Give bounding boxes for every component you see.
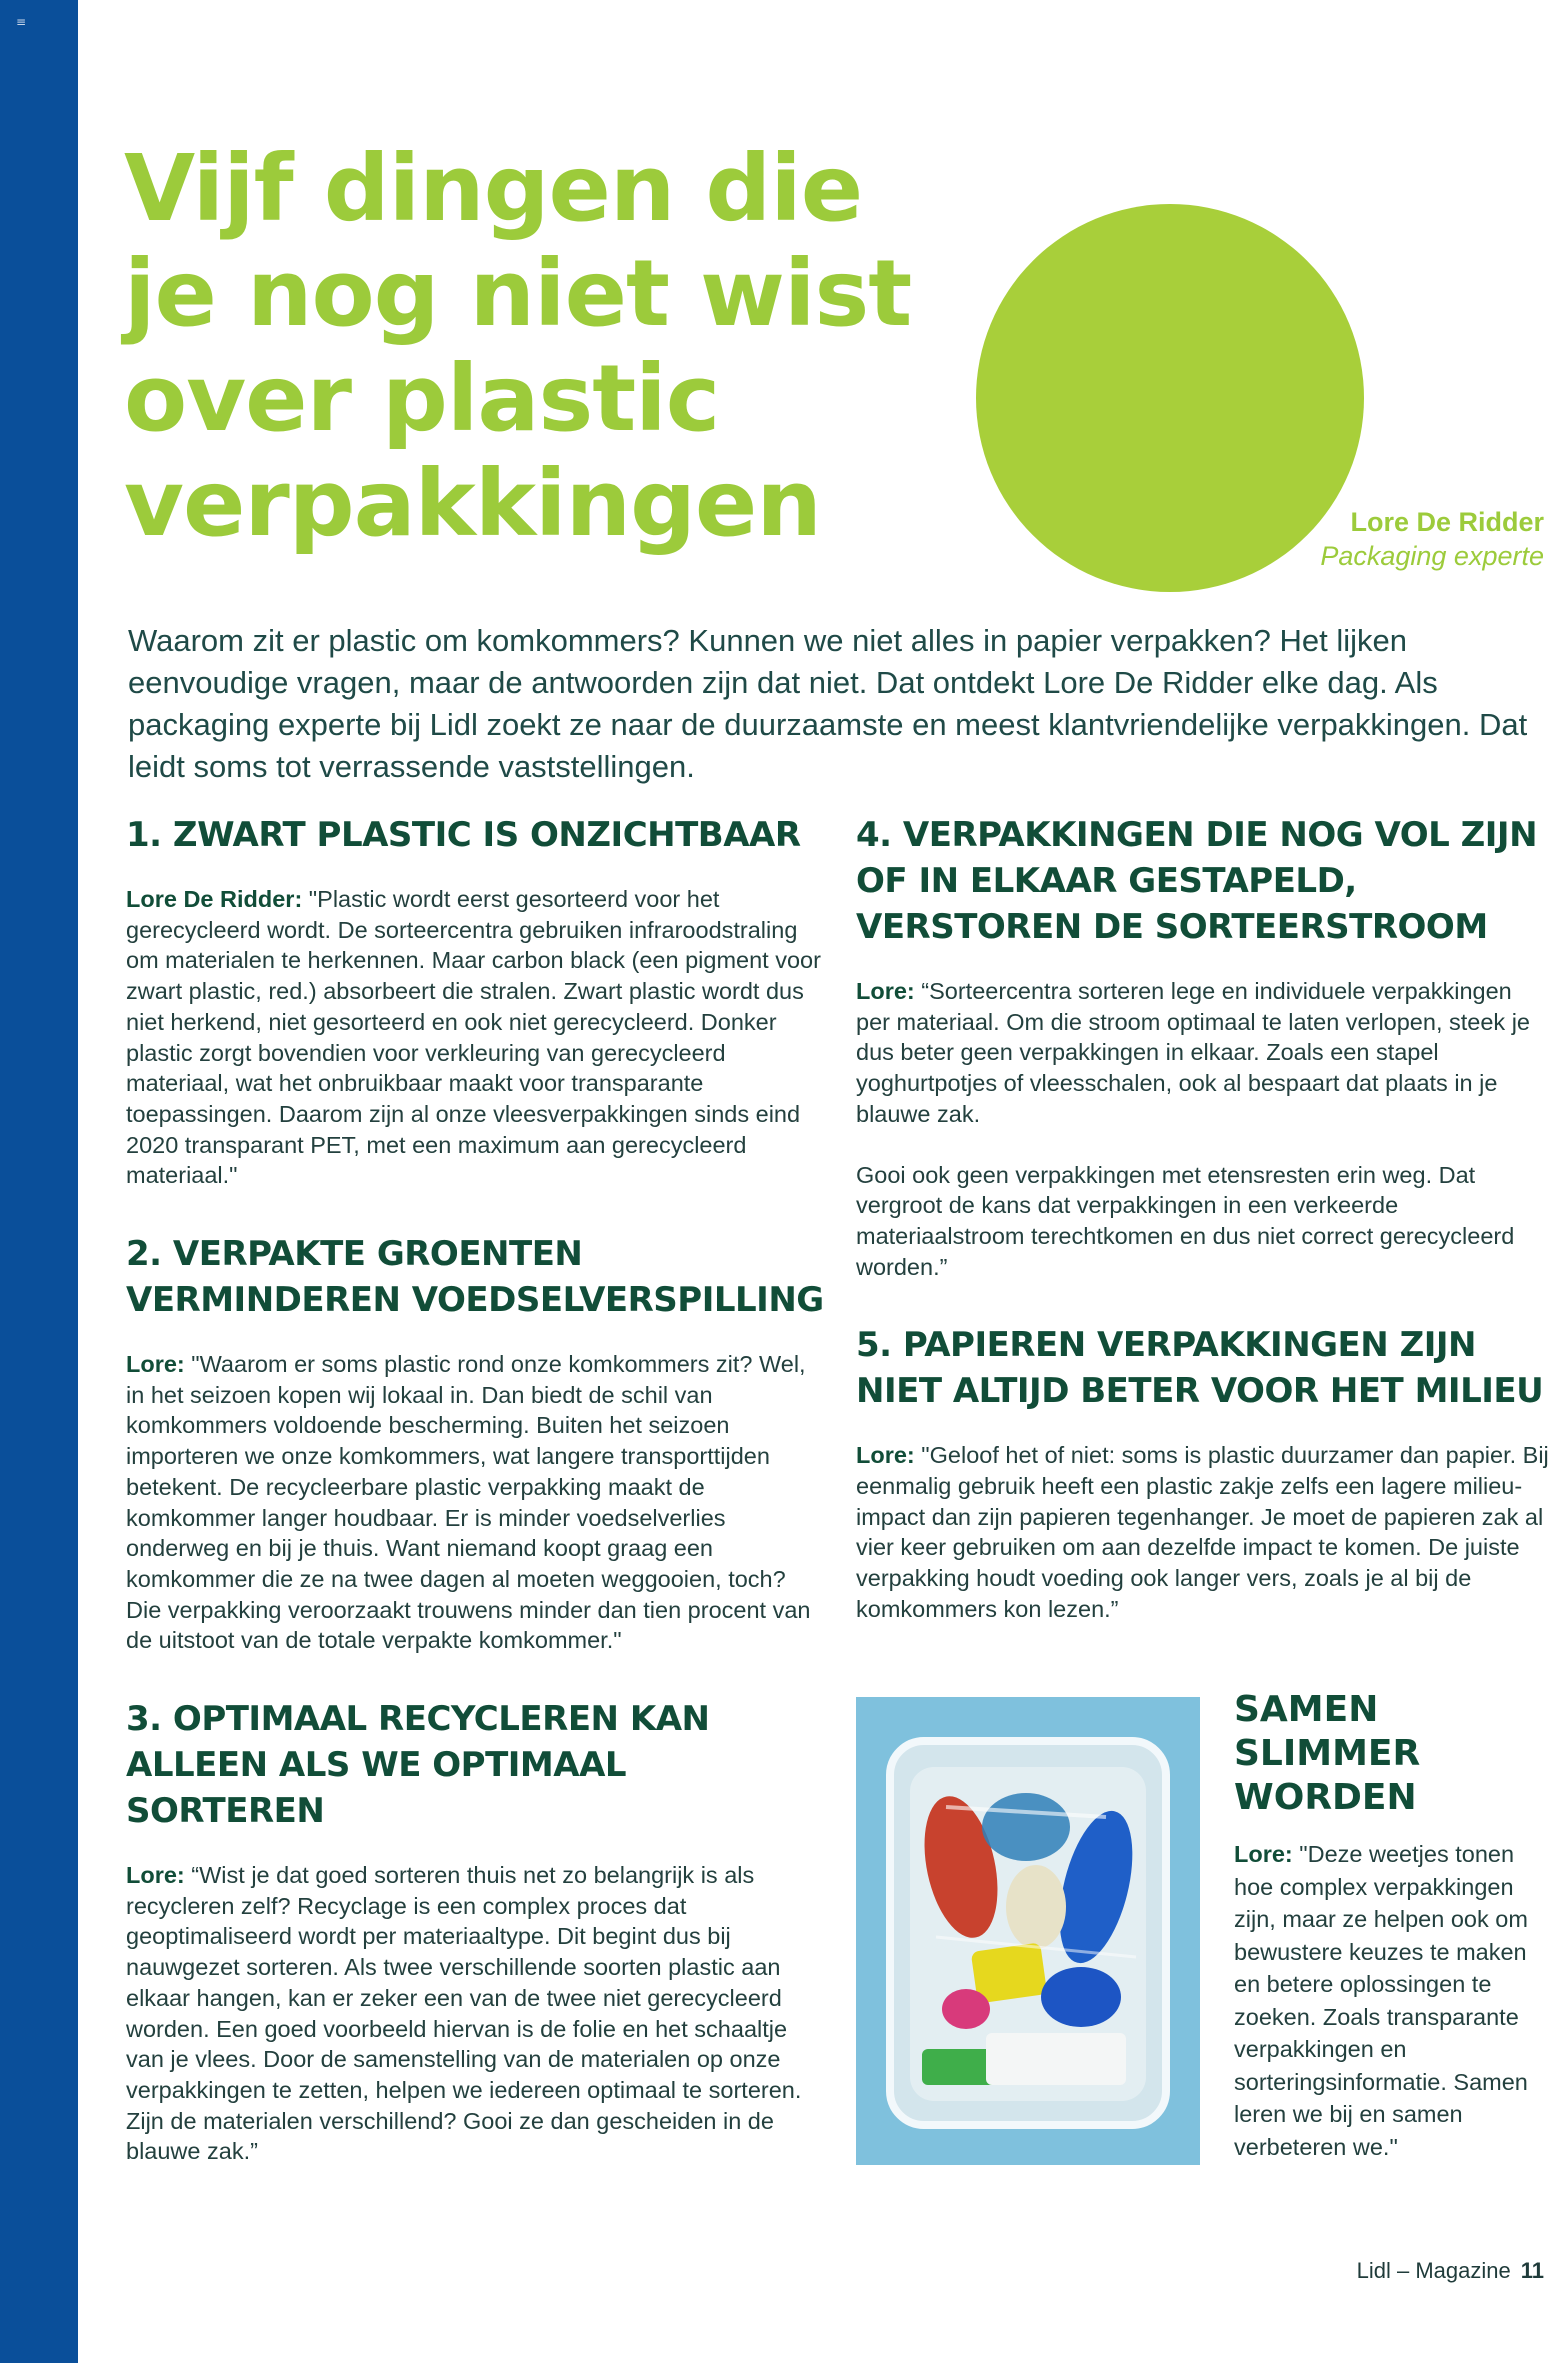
quote-text: "Geloof het of niet: soms is plastic duurzamer dan papier. Bij eenmalig gebruik heeft een plastic zakje zelfs een lagere milieu-impact dan zijn papieren tegenhanger. Je moet de papieren zak al vier keer gebruiken om aan dezelfde impact te komen. De juiste verpakking houdt voeding ook langer vers, zoals je al bij de komkommers kon lezen.”	[856, 1442, 1549, 1622]
speaker-label: Lore:	[856, 978, 915, 1004]
author-credit	[1320, 505, 1544, 573]
menu-icon: ≡	[16, 15, 27, 29]
plastic-packaging-photo	[856, 1697, 1200, 2165]
section-heading: 4. VERPAKKINGEN DIE NOG VOL ZIJN OF IN ELKAAR GESTAPELD, VERSTOREN DE SORTEERSTROOM	[856, 815, 1538, 947]
section-body	[126, 1349, 826, 1656]
section-heading: 3. OPTIMAAL RECYCLEREN KAN ALLEEN ALS WE OPTIMAAL SORTEREN	[126, 1699, 710, 1832]
quote-text: “Sorteercentra sorteren lege en individuele verpakkingen per materiaal. Om die stroom optimaal te laten verlopen, steek je dus beter geen verpakkingen in elkaar. Zoals een stapel yoghurtpotjes of vleesschalen, ook al bespaart dat plaats in je blauwe zak.	[856, 978, 1530, 1127]
quote-text: "Deze weetjes tonen hoe complex verpakkingen zijn, maar ze helpen ook om bewustere keuzes te maken en betere oplossingen te zoeken. Zoals transparante verpakkingen en sorteringsinformatie. Samen leren we bij en samen verbeteren we."	[1234, 1841, 1528, 2160]
speaker-label: Lore:	[1234, 1841, 1293, 1867]
section-4	[856, 812, 1550, 1282]
aside-heading-line: SAMEN	[1234, 1689, 1379, 1730]
author-name: Lore De Ridder	[1350, 507, 1544, 537]
section-heading: 5. PAPIEREN VERPAKKINGEN ZIJN NIET ALTIJD BETER VOOR HET MILIEU	[856, 1325, 1544, 1412]
section-2	[126, 1231, 826, 1656]
aside-body	[1234, 1838, 1550, 2163]
aside-heading-line: SLIMMER	[1234, 1733, 1421, 1774]
aside-heading-line: WORDEN	[1234, 1777, 1417, 1818]
left-column	[126, 812, 826, 2207]
section-body-continued: Gooi ook geen verpakkingen met etensresten erin weg. Dat vergroot de kans dat verpakkingen in een verkeerde materiaalstroom terechtkomen en dus niet correct gerecycleerd worden.”	[856, 1161, 1515, 1280]
speaker-label: Lore:	[126, 1351, 185, 1378]
title-line: over plastic	[124, 345, 720, 452]
section-body	[856, 976, 1550, 1130]
title-line: je nog niet wist	[124, 240, 912, 347]
quote-text: “Wist je dat goed sorteren thuis net zo belangrijk is als recycleren zelf? Recyclage is een complex proces dat geoptimaliseerd wordt per materiaaltype. Dit begint dus bij nauwgezet sorteren. Als twee verschillende soorten plastic aan elkaar hangen, kan er zeker een van de twee niet gerecycleerd worden. Een goed voorbeeld hiervan is de folie en het schaaltje van je vlees. Door de samenstelling van de materialen op onze verpakkingen te zetten, helpen we iedereen optimaal te sorteren. Zijn de materialen verschillend? Gooi ze dan gescheiden in de blauwe zak.”	[126, 1862, 802, 2165]
green-circle-portrait	[976, 204, 1364, 592]
page-footer	[1357, 2258, 1544, 2284]
quote-text: "Waarom er soms plastic rond onze komkommers zit? Wel, in het seizoen kopen wij lokaal in. Dan biedt de schil van komkommers voldoende bescherming. Buiten het seizoen importeren we onze komkommers, wat langere transporttijden betekent. De recycleerbare plastic verpakking maakt de komkommer langer houdbaar. Er is minder voedselverlies onderweg en bij je thuis. Want niemand koopt graag een komkommer die ze na twee dagen al moeten weggooien, toch? Die verpakking veroorzaakt trouwens minder dan tien procent van de uitstoot van de totale verpakte komkommer."	[126, 1351, 811, 1654]
side-bar	[0, 0, 78, 2363]
quote-text: "Plastic wordt eerst gesorteerd voor het gerecycleerd wordt. De sorteercentra gebruiken infraroodstraling om materialen te herkennen. Maar carbon black (een pigment voor zwart plastic, red.) absorbeert die stralen. Zwart plastic wordt dus niet herkend, niet gesorteerd en ook niet gerecycleerd. Donker plastic zorgt bovendien voor verkleuring van gerecycleerd materiaal, wat het onbruikbaar maakt voor transparante toepassingen. Daarom zijn al onze vleesverpakkingen sinds eind 2020 transparant PET, met een maximum aan gerecycleerd materiaal."	[126, 886, 821, 1189]
page-title	[124, 136, 984, 556]
plastic-tray-illustration	[856, 1697, 1200, 2165]
speaker-label: Lore:	[856, 1442, 915, 1469]
section-heading: 1. ZWART PLASTIC IS ONZICHTBAAR	[126, 815, 801, 855]
section-3	[126, 1696, 826, 2167]
speaker-label: Lore De Ridder:	[126, 886, 303, 912]
author-role: Packaging experte	[1320, 541, 1544, 571]
section-1	[126, 812, 826, 1191]
section-body	[126, 884, 826, 1191]
page-number: 11	[1520, 2258, 1544, 2283]
magazine-label: Lidl – Magazine	[1356, 2258, 1511, 2283]
sidebar-box	[1234, 1688, 1550, 2163]
section-5	[856, 1322, 1550, 1624]
section-body	[126, 1860, 826, 2167]
speaker-label: Lore:	[126, 1862, 185, 1889]
intro-paragraph: Waarom zit er plastic om komkommers? Kunnen we niet alles in papier verpakken? Het lijken eenvoudige vragen, maar de antwoorden zijn dat niet. Dat ontdekt Lore De Ridder elke dag. Als packaging experte bij Lidl zoekt ze naar de duurzaamste en meest klantvriendelijke verpakkingen. Dat leidt soms tot verrassende vaststellingen.	[128, 623, 1528, 784]
title-line: verpakkingen	[124, 450, 821, 557]
right-column	[856, 812, 1550, 1665]
section-heading: 2. VERPAKTE GROENTEN VERMINDEREN VOEDSELVERSPILLING	[126, 1234, 824, 1321]
title-line: Vijf dingen die	[124, 135, 863, 242]
aside-heading	[1234, 1688, 1550, 1820]
section-body	[856, 1440, 1550, 1624]
